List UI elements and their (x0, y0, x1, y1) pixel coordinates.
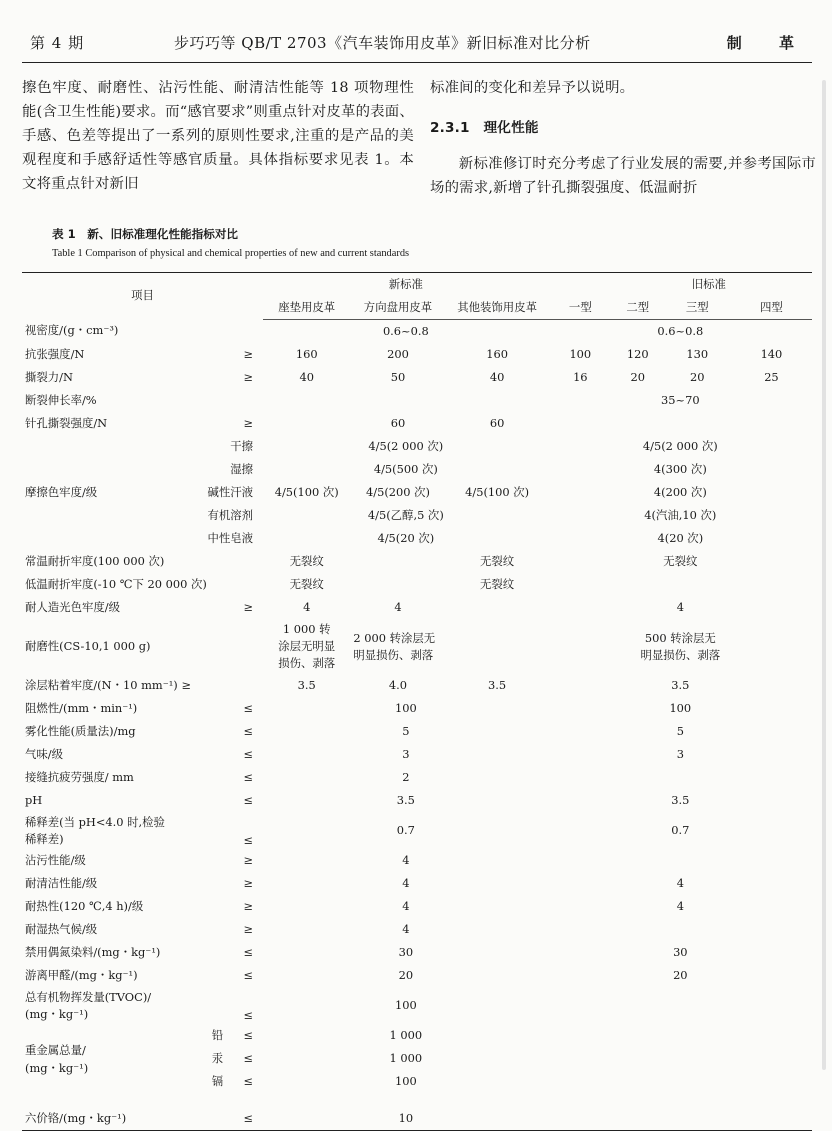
table-row: 汞 ≤ 1 000 (211, 1050, 423, 1065)
table-row: 摩擦色牢度/级 干擦 4/5(2 000 次) 4/5(2 000 次) (25, 438, 718, 499)
table-row: 总有机物挥发量(TVOC)/ (mg・kg⁻¹) ≤ 100 (25, 990, 417, 1023)
table-row: 阻燃性/(mm・min⁻¹) ≤ 100 100 (25, 700, 692, 715)
table-row: 耐湿热气候/级 ≥ 4 (25, 921, 410, 936)
table-row: 镉 ≤ 100 (211, 1073, 417, 1088)
right-column (430, 76, 816, 200)
col-other: 其他装饰用皮革 (446, 296, 549, 320)
table-row: 碱性汗液 4/5(100 次) 4/5(200 次) 4/5(100 次) 4(200 次) (207, 484, 707, 499)
body-paragraph: 新标准修订时充分考虑了行业发展的需要,并参考国际市场的需求,新增了针孔撕裂强度、低温耐折 (430, 156, 816, 196)
col-seat: 座垫用皮革 (263, 296, 350, 320)
header-item: 项目 (22, 273, 263, 320)
table-row: 耐磨性(CS-10,1 000 g) 1 000 转 涂层无明显 损伤、剥落 2 000 转涂层无 明显损伤、剥落 500 转涂层无 明显损伤、剥落 (25, 622, 721, 671)
table-row: 涂层粘着牢度/(N・10 mm⁻¹) ≥ 3.5 4.0 3.5 3.5 (25, 677, 690, 692)
table-row (22, 1093, 812, 1107)
table-row: 抗张强度/N ≥ 160 200 160 100 120 130 140 (25, 346, 783, 361)
table-row: 稀释差(当 pH<4.0 时,检验 稀释差) ≤ 0.7 0.7 (25, 815, 690, 848)
header-old-standard: 旧标准 (549, 273, 812, 297)
table-row: 有机溶剂 4/5(乙醇,5 次) 4(汽油,10 次) (207, 507, 717, 522)
table-row: 常温耐折牢度(100 000 次) 无裂纹 无裂纹 无裂纹 (25, 553, 698, 568)
table-row: 低温耐折牢度(-10 ℃下 20 000 次) 无裂纹 无裂纹 (25, 576, 515, 591)
table-caption-english: Table 1 Comparison of physical and chemical properties of new and current standards (52, 248, 410, 259)
table-row: 六价铬/(mg・kg⁻¹) ≤ 10 (22, 1107, 812, 1131)
comparison-table (22, 272, 812, 1131)
col-steering: 方向盘用皮革 (350, 296, 445, 320)
table-row: 游离甲醛/(mg・kg⁻¹) ≤ 20 20 (25, 967, 688, 982)
table-caption: 表 1 新、旧标准理化性能指标对比 (52, 227, 239, 241)
table-row: 禁用偶氮染料/(mg・kg⁻¹) ≤ 30 30 (25, 944, 688, 959)
left-column (22, 76, 414, 196)
table-row: pH ≤ 3.5 3.5 (25, 792, 690, 807)
table-row: 断裂伸长率/% 35~70 (25, 392, 700, 407)
col-type2: 二型 (612, 296, 664, 320)
table-row: 雾化性能(质量法)/mg ≤ 5 5 (25, 723, 684, 738)
table-row: 中性皂液 4/5(20 次) 4(20 次) (207, 530, 704, 545)
col-type4: 四型 (731, 296, 812, 320)
table-row: 耐人造光色牢度/级 ≥ 4 4 4 (25, 599, 684, 614)
table-row: 气味/级 ≤ 3 3 (25, 746, 684, 761)
table-row: 视密度/(g・cm⁻³) 0.6~0.8 0.6~0.8 (25, 323, 704, 338)
header-rule (22, 62, 812, 63)
issue-number: 第 4 期 (30, 34, 85, 52)
running-title: 步巧巧等 QB/T 2703《汽车装饰用皮革》新旧标准对比分析 (174, 34, 591, 52)
body-paragraph: 擦色牢度、耐磨性、沾污性能、耐清洁性能等 18 项物理性能(含卫生性能)要求。而“感官要求”则重点针对皮革的表面、手感、色差等提出了一系列的原则性要求,注重的是产品的美观程度和手感舒适性等感官质量。具体指标要求见表 1。本文将重点针对新旧 (22, 80, 414, 192)
running-header (22, 30, 812, 54)
table-row: 沾污性能/级 ≥ 4 (25, 852, 410, 867)
table-row: 湿擦 4/5(500 次) 4(300 次) (230, 461, 707, 476)
table-row: 耐清洁性能/级 ≥ 4 4 (25, 875, 684, 890)
table-row: 接缝抗疲劳强度/ mm ≤ 2 (25, 769, 410, 784)
table-row: 针孔撕裂强度/N ≥ 60 60 (25, 415, 505, 430)
table-row: 耐热性(120 ℃,4 h)/级 ≥ 4 4 (25, 898, 684, 913)
table-row: 撕裂力/N ≥ 40 50 40 16 20 20 25 (25, 369, 779, 384)
col-type1: 一型 (549, 296, 612, 320)
col-type3: 三型 (664, 296, 731, 320)
header-new-standard: 新标准 (263, 273, 549, 297)
journal-name: 制 革 (726, 34, 810, 52)
section-heading: 2.3.1 理化性能 (430, 120, 539, 136)
body-paragraph: 标准间的变化和差异予以说明。 (430, 80, 635, 96)
table-row: 重金属总量/ (mg・kg⁻¹) 铅 ≤ 1 000 (25, 1027, 423, 1075)
scrollbar[interactable] (822, 80, 826, 1070)
